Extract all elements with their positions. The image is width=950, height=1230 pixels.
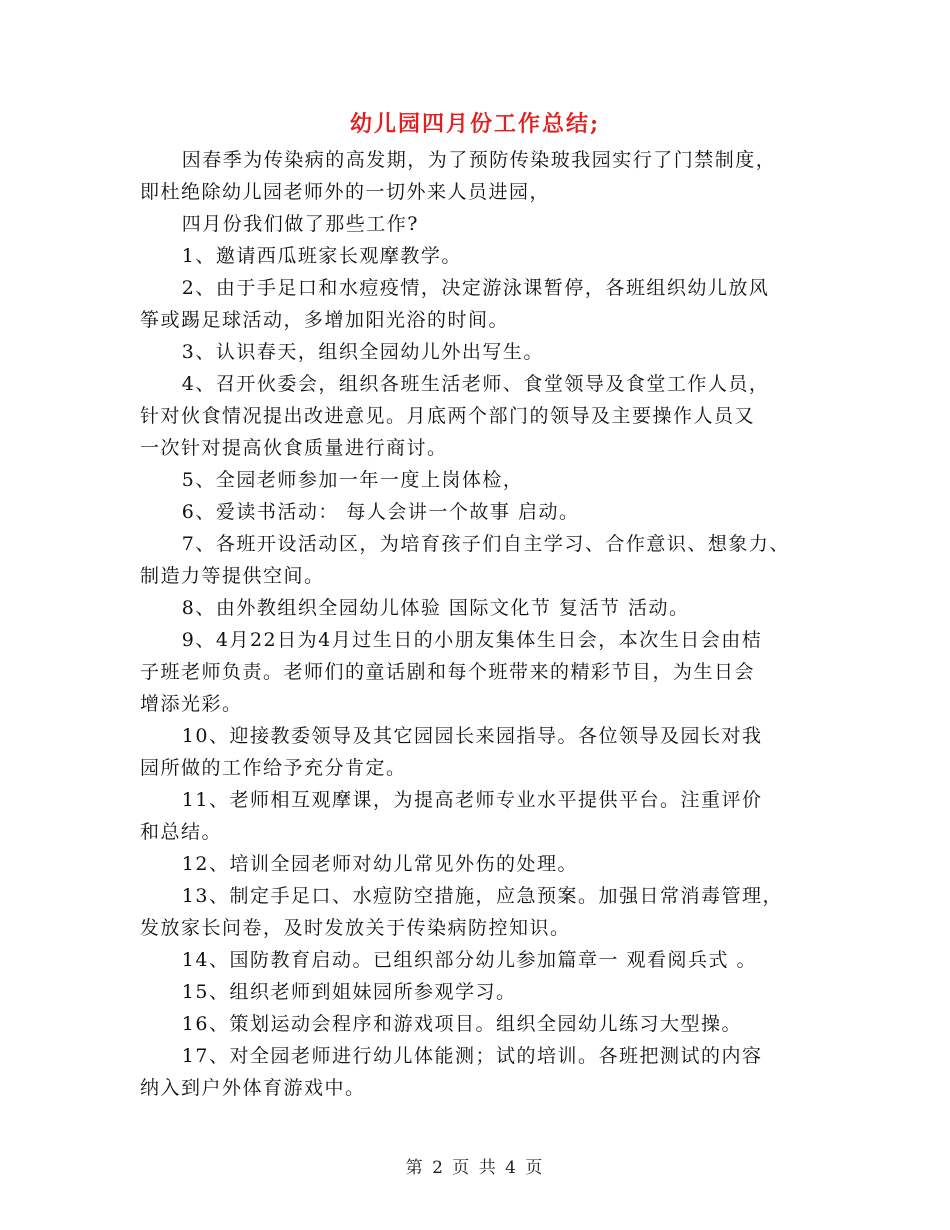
list-item-11 [140,784,810,848]
list-item-16 [140,1008,810,1040]
list-item-10 [140,720,810,784]
paragraph-line: 制造力等提供空间。 [140,565,325,587]
paragraph-intro [140,144,810,208]
paragraph-line: 纳入到户外体育游戏中。 [140,1077,366,1099]
list-item-14 [140,944,810,976]
paragraph-line: 筝或踢足球活动，多增加阳光浴的时间。 [140,309,510,331]
paragraph-line: 10、迎接教委领导及其它园园长来园指导。各位领导及园长对我 [181,725,763,747]
list-item-2 [140,272,810,336]
page-title: 幼儿园四月份工作总结; [349,111,601,137]
list-item-13 [140,880,810,944]
paragraph-line: 1、邀请西瓜班家长观摩教学。 [181,245,462,267]
paragraph-line: 5、全园老师参加一年一度上岗体检， [181,469,524,491]
list-item-6 [140,496,810,528]
paragraph-question [140,208,810,240]
paragraph-line: 一次针对提高伙食质量进行商讨。 [140,437,448,459]
paragraph-line: 园所做的工作给予充分肯定。 [140,757,407,779]
paragraph-line: 3、认识春天，组织全园幼儿外出写生。 [181,341,544,363]
paragraph-line: 8、由外教组织全园幼儿体验 国际文化节 复活节 活动。 [181,597,690,619]
paragraph-line: 和总结。 [140,821,223,843]
paragraph-line: 四月份我们做了那些工作? [181,213,419,235]
paragraph-line: 子班老师负责。老师们的童话剧和每个班带来的精彩节目，为生日会 [140,661,756,683]
list-item-15 [140,976,810,1008]
paragraph-line: 即杜绝除幼儿园老师外的一切外来人员进园， [140,181,551,203]
list-item-5 [140,464,810,496]
list-item-9 [140,624,810,720]
list-item-8 [140,592,810,624]
paragraph-line: 11、老师相互观摩课，为提高老师专业水平提供平台。注重评价 [181,789,763,811]
paragraph-line: 发放家长问卷，及时发放关于传染病防控知识。 [140,917,571,939]
paragraph-line: 增添光彩。 [140,693,243,715]
paragraph-line: 9、4月22日为4月过生日的小朋友集体生日会，本次生日会由桔 [181,629,763,651]
paragraph-line: 针对伙食情况提出改进意见。月底两个部门的领导及主要操作人员又 [140,405,756,427]
list-item-12 [140,848,810,880]
list-item-7 [140,528,810,592]
list-item-17 [140,1040,810,1104]
paragraph-line: 12、培训全园老师对幼儿常见外伤的处理。 [181,853,578,875]
list-item-1 [140,240,810,272]
paragraph-line: 6、爱读书活动： 每人会讲一个故事 启动。 [181,501,580,523]
paragraph-line: 14、国防教育启动。已组织部分幼儿参加篇章一 观看阅兵式 。 [181,949,758,971]
paragraph-line: 7、各班开设活动区，为培育孩子们自主学习、合作意识、想象力、 [181,533,790,555]
list-item-4 [140,368,810,464]
paragraph-line: 17、对全园老师进行幼儿体能测；试的培训。各班把测试的内容 [181,1045,763,1067]
page-footer: 第 2 页 共 4 页 [405,1158,545,1178]
paragraph-line: 4、召开伙委会，组织各班生活老师、食堂领导及食堂工作人员， [181,373,770,395]
paragraph-line: 16、策划运动会程序和游戏项目。组织全园幼儿练习大型操。 [181,1013,742,1035]
document-body [140,144,810,1104]
paragraph-line: 2、由于手足口和水痘疫情，决定游泳课暂停，各班组织幼儿放风 [181,277,770,299]
paragraph-line: 因春季为传染病的高发期，为了预防传染玻我园实行了门禁制度， [181,149,777,171]
paragraph-line: 15、组织老师到姐妹园所参观学习。 [181,981,517,1003]
paragraph-line: 13、制定手足口、水痘防空措施，应急预案。加强日常消毒管理， [181,885,783,907]
list-item-3 [140,336,810,368]
